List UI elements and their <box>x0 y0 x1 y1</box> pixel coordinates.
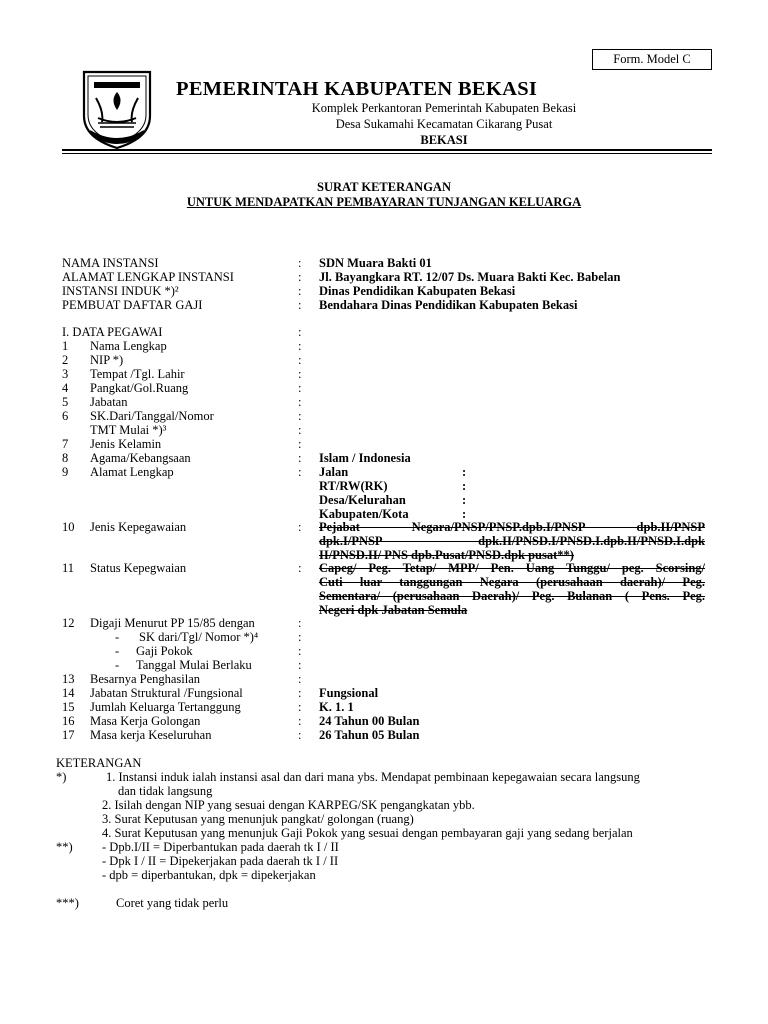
colon: : <box>298 672 302 686</box>
instansi-value: Bendahara Dinas Pendidikan Kabupaten Bekasi <box>319 298 578 312</box>
jenis-kepegawaian-option-line: Pejabat Negara/PNSP/PNSP.dpb.I/PNSP dpb.II/PNSP <box>319 520 705 534</box>
note-item: 1. Instansi induk ialah instansi asal dan dari mana ybs. Mendapat pembinaan kepegawaian secara langsung <box>106 770 640 784</box>
status-kepegawaian-option-line: Capeg/ Peg. Tetap/ MPP/ Pen. Uang Tunggu/ peg. Scorsing/ <box>319 561 705 575</box>
note-item: 3. Surat Keputusan yang menunjuk pangkat/ golongan (ruang) <box>102 812 414 826</box>
row-value: 24 Tahun 00 Bulan <box>319 714 420 728</box>
government-title: PEMERINTAH KABUPATEN BEKASI <box>176 78 538 100</box>
row-label: Jenis Kelamin <box>90 437 162 451</box>
note-item: Coret yang tidak perlu <box>116 896 229 910</box>
instansi-value: Dinas Pendidikan Kabupaten Bekasi <box>319 284 516 298</box>
row-number: 8 <box>62 451 69 465</box>
row-number: 14 <box>62 686 75 700</box>
row-number: 5 <box>62 395 69 409</box>
sub-dash: - <box>115 644 120 658</box>
colon: : <box>298 700 302 714</box>
colon: : <box>298 339 302 353</box>
colon: : <box>462 465 467 479</box>
row-label: TMT Mulai *)³ <box>90 423 167 437</box>
colon: : <box>298 395 302 409</box>
row-label: Agama/Kebangsaan <box>90 451 191 465</box>
colon: : <box>298 409 302 423</box>
instansi-label: PEMBUAT DAFTAR GAJI <box>62 298 203 312</box>
note-marker: **) <box>56 840 73 854</box>
alamat-sub-label: RT/RW(RK) <box>319 479 388 493</box>
row-label: NIP *) <box>90 353 124 367</box>
row-label: Digaji Menurut PP 15/85 dengan <box>90 616 255 630</box>
row-number: 3 <box>62 367 69 381</box>
instansi-value: SDN Muara Bakti 01 <box>319 256 432 270</box>
instansi-label: ALAMAT LENGKAP INSTANSI <box>62 270 234 284</box>
colon: : <box>298 284 302 298</box>
row-label: Masa kerja Keseluruhan <box>90 728 212 742</box>
row-number: 17 <box>62 728 75 742</box>
row-value: Islam / Indonesia <box>319 451 411 465</box>
jenis-kepegawaian-option-line: II/PNSD.II/ PNS dpb.Pusat/PNSD.dpk pusat**) <box>319 548 574 562</box>
row12-sub-label: SK dari/Tgl/ Nomor *)⁴ <box>139 630 259 644</box>
row-number: 13 <box>62 672 75 686</box>
row-label: Status Kepegwaian <box>90 561 187 575</box>
alamat-sub-label: Kabupaten/Kota <box>319 507 409 521</box>
row-label: Besarnya Penghasilan <box>90 672 201 686</box>
row-number: 11 <box>62 561 75 575</box>
header-city: BEKASI <box>420 133 468 147</box>
row-number: 4 <box>62 381 69 395</box>
header-divider-thick <box>62 149 712 151</box>
row-number: 15 <box>62 700 75 714</box>
sub-dash: - <box>115 658 120 672</box>
row-label: Jenis Kepegawaian <box>90 520 187 534</box>
note-item: - Dpb.I/II = Diperbantukan pada daerah tk I / II <box>102 840 339 854</box>
colon: : <box>298 728 302 742</box>
colon: : <box>298 686 302 700</box>
row-label: Tempat /Tgl. Lahir <box>90 367 185 381</box>
colon: : <box>298 256 302 270</box>
colon: : <box>298 658 302 672</box>
row-label: Nama Lengkap <box>90 339 167 353</box>
colon: : <box>298 520 302 534</box>
row-number: 7 <box>62 437 69 451</box>
note-item: 2. Isilah dengan NIP yang sesuai dengan KARPEG/SK pengangkatan ybb. <box>102 798 475 812</box>
row12-sub-label: Gaji Pokok <box>136 644 193 658</box>
status-kepegawaian-option-line: Cuti luar tanggungan Negara (perusahaan daerah)/ Peg. <box>319 575 705 589</box>
row-label: Jabatan <box>90 395 128 409</box>
status-kepegawaian-option-line: Negeri dpk Jabatan Semula <box>319 603 468 617</box>
alamat-sub-label: Jalan <box>319 465 349 479</box>
note-marker: *) <box>56 770 67 784</box>
instansi-value: Jl. Bayangkara RT. 12/07 Ds. Muara Bakti Kec. Babelan <box>319 270 621 284</box>
row-value: K. 1. 1 <box>319 700 354 714</box>
document-subtitle: UNTUK MENDAPATKAN PEMBAYARAN TUNJANGAN KELUARGA <box>186 195 582 209</box>
alamat-sub-label: Desa/Kelurahan <box>319 493 406 507</box>
row-label: SK.Dari/Tanggal/Nomor <box>90 409 214 423</box>
colon: : <box>298 714 302 728</box>
colon: : <box>462 479 467 493</box>
row-number: 10 <box>62 520 75 534</box>
row-label: Masa Kerja Golongan <box>90 714 201 728</box>
colon: : <box>462 493 467 507</box>
colon: : <box>298 270 302 284</box>
jenis-kepegawaian-option-line: dpk.I/PNSP dpk.II/PNSD.I/PNSD.I.dpb.II/PNSD.I.dpk <box>319 534 705 548</box>
row-number: 1 <box>62 339 69 353</box>
row-number: 2 <box>62 353 69 367</box>
colon: : <box>298 644 302 658</box>
colon: : <box>298 367 302 381</box>
row-label: Jumlah Keluarga Tertanggung <box>90 700 241 714</box>
document-title: SURAT KETERANGAN <box>317 180 451 194</box>
row-number: 9 <box>62 465 69 479</box>
row-number: 12 <box>62 616 75 630</box>
keterangan-title: KETERANGAN <box>56 756 142 770</box>
header-divider-thin <box>62 153 712 154</box>
status-kepegawaian-option-line: Sementara/ (perusahaan Daerah)/ Peg. Bulanan ( Pens. Peg. <box>319 589 705 603</box>
row-label: Alamat Lengkap <box>90 465 174 479</box>
colon: : <box>298 465 302 479</box>
row-number: 6 <box>62 409 69 423</box>
note-item: - Dpk I / II = Dipekerjakan pada daerah tk I / II <box>102 854 339 868</box>
colon: : <box>298 561 302 575</box>
row-label: Jabatan Struktural /Fungsional <box>90 686 243 700</box>
row-value: 26 Tahun 05 Bulan <box>319 728 420 742</box>
instansi-label: INSTANSI INDUK *)² <box>62 284 179 298</box>
colon: : <box>298 298 302 312</box>
colon: : <box>298 616 302 630</box>
note-item: dan tidak langsung <box>118 784 213 798</box>
note-item: - dpb = diperbantukan, dpk = dipekerjakan <box>102 868 316 882</box>
row-value: Fungsional <box>319 686 379 700</box>
row12-sub-label: Tanggal Mulai Berlaku <box>136 658 252 672</box>
sub-dash: - <box>115 630 120 644</box>
row-label: Pangkat/Gol.Ruang <box>90 381 189 395</box>
header-address-line2: Desa Sukamahi Kecamatan Cikarang Pusat <box>335 117 553 131</box>
note-item: 4. Surat Keputusan yang menunjuk Gaji Pokok yang sesuai dengan pembayaran gaji yang sedang berjalan <box>102 826 633 840</box>
form-model-label: Form. Model C <box>592 49 712 70</box>
colon: : <box>298 353 302 367</box>
colon: : <box>298 437 302 451</box>
colon: : <box>298 451 302 465</box>
colon: : <box>298 325 302 339</box>
colon: : <box>462 507 467 521</box>
row-number: 16 <box>62 714 75 728</box>
colon: : <box>298 381 302 395</box>
header-address-line1: Komplek Perkantoran Pemerintah Kabupaten Bekasi <box>311 101 577 115</box>
instansi-label: NAMA INSTANSI <box>62 256 159 270</box>
note-marker: ***) <box>56 896 79 910</box>
colon: : <box>298 423 302 437</box>
section-title: I. DATA PEGAWAI <box>62 325 163 339</box>
colon: : <box>298 630 302 644</box>
